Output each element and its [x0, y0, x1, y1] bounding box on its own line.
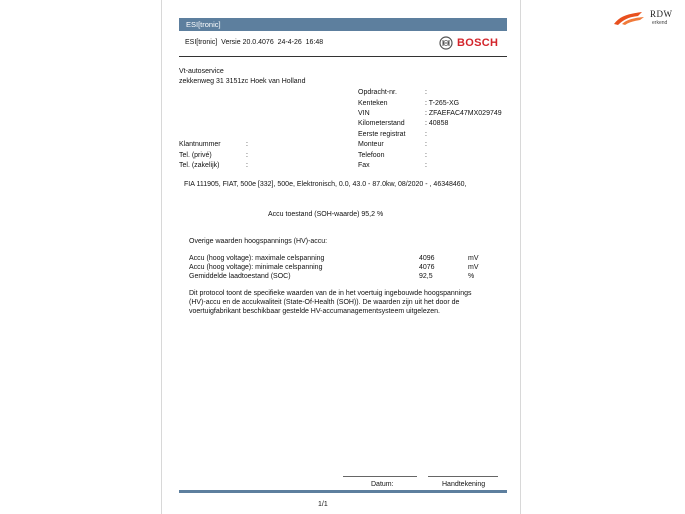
field-label-tel-prive: Tel. (privé)	[179, 152, 212, 159]
bosch-wordmark: BOSCH	[457, 37, 499, 49]
header-bar: ESI[tronic]	[179, 18, 507, 31]
field-value-fax: :	[425, 162, 427, 169]
field-label-tel-zakelijk: Tel. (zakelijk)	[179, 162, 220, 169]
date-label: Datum:	[371, 481, 394, 488]
hv-row-label: Gemiddelde laadtoestand (SOC)	[189, 273, 291, 280]
field-label-vin: VIN	[358, 110, 370, 117]
hv-row-label: Accu (hoog voltage): maximale celspanning	[189, 255, 325, 262]
workshop-address: zekkenweg 31 3151zc Hoek van Holland	[179, 78, 306, 85]
field-value-telefoon: :	[425, 152, 427, 159]
hv-row-value: 4096	[419, 255, 435, 262]
field-value-klantnummer: :	[246, 141, 248, 148]
hv-row-value: 92,5	[419, 273, 433, 280]
rdw-subtitle: erkend	[652, 20, 668, 26]
field-value-vin: : ZFAEFAC47MX029749	[425, 110, 502, 117]
field-label-monteur: Monteur	[358, 141, 384, 148]
date-signature-line	[343, 476, 417, 477]
field-value-kenteken: : T-265-XG	[425, 100, 460, 107]
hv-row-unit: mV	[468, 264, 479, 271]
rdw-name: RDW	[650, 9, 673, 19]
field-value-opdracht: :	[425, 89, 427, 96]
page-number: 1/1	[318, 501, 328, 508]
protocol-text-line: (HV)-accu en de accukwaliteit (State-Of-Health (SOH)). De waarden zijn uit het door de	[189, 299, 460, 306]
workshop-name: Vt-autoservice	[179, 68, 224, 75]
vehicle-description: FIA 111905, FIAT, 500e [332], 500e, Elektronisch, 0.0, 43.0 - 87.0kw, 08/2020 - , 46348460,	[184, 181, 467, 188]
hv-row-unit: mV	[468, 255, 479, 262]
header-divider	[179, 56, 507, 57]
rdw-flag-icon	[612, 10, 646, 26]
bosch-armature-icon	[439, 36, 453, 50]
field-value-tel-prive: :	[246, 152, 248, 159]
bosch-logo	[439, 36, 507, 50]
field-value-tel-zakelijk: :	[246, 162, 248, 169]
field-value-km: : 40858	[425, 120, 449, 127]
hv-row-unit: %	[468, 273, 475, 280]
field-label-telefoon: Telefoon	[358, 152, 385, 159]
field-label-km: Kilometerstand	[358, 120, 405, 127]
version-line: ESI[tronic] Versie 20.0.4076 24-4-26 16:48	[185, 39, 324, 46]
field-label-klantnummer: Klantnummer	[179, 141, 221, 148]
protocol-text-line: Dit protocol toont de specifieke waarden van de in het voertuig ingebouwde hoogspannings	[189, 290, 472, 297]
hv-row-label: Accu (hoog voltage): minimale celspanning	[189, 264, 323, 271]
signature-label: Handtekening	[442, 481, 486, 488]
hv-row-value: 4076	[419, 264, 435, 271]
footer-bar	[179, 490, 507, 493]
field-label-registratie: Eerste registrat	[358, 131, 406, 138]
sign-signature-line	[428, 476, 498, 477]
protocol-text-line: voertuigfabrikant beschikbaar gestelde HV-accumanagementsysteem uitgelezen.	[189, 308, 440, 315]
field-label-kenteken: Kenteken	[358, 100, 388, 107]
field-label-fax: Fax	[358, 162, 370, 169]
field-label-opdracht: Opdracht-nr.	[358, 89, 397, 96]
field-value-registratie: :	[425, 131, 427, 138]
rdw-logo	[612, 8, 682, 30]
hv-title: Overige waarden hoogspannings (HV)-accu:	[189, 238, 328, 245]
soh-result: Accu toestand (SOH-waarde) 95,2 %	[268, 211, 384, 218]
field-value-monteur: :	[425, 141, 427, 148]
